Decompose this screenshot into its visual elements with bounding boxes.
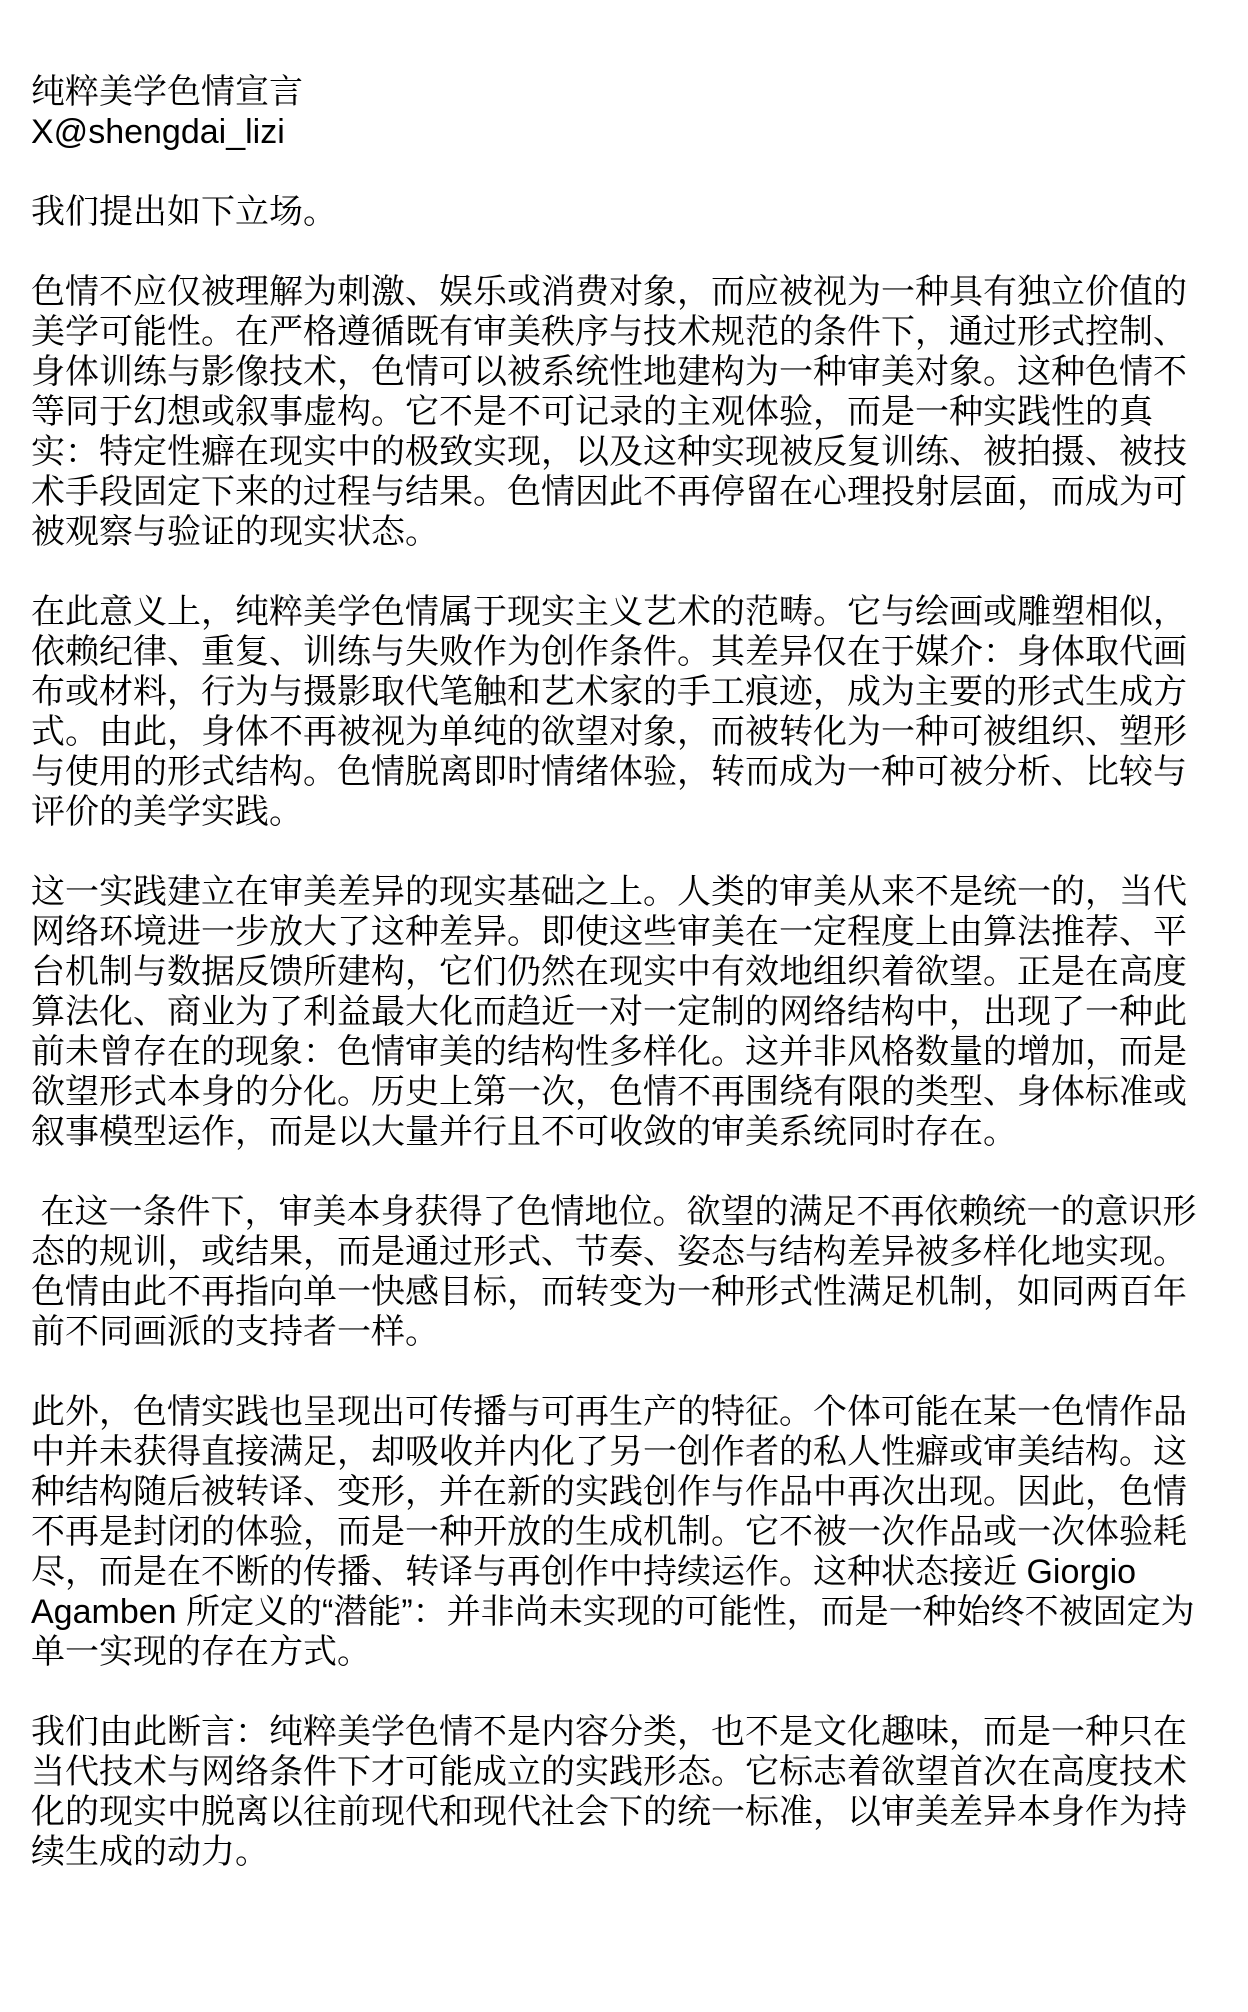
text-line: 术手段固定下来的过程与结果。色情因此不再停留在心理投射层面，而成为可 xyxy=(31,473,1187,511)
text-line: 美学可能性。在严格遵循既有审美秩序与技术规范的条件下，通过形式控制、 xyxy=(31,313,1187,351)
text-line: Agamben 所定义的“潜能”：并非尚未实现的可能性，而是一种始终不被固定为 xyxy=(31,1593,1195,1631)
paragraph xyxy=(31,872,1220,1152)
intro-statement xyxy=(31,192,1220,232)
text-line: 与使用的形式结构。色情脱离即时情绪体验，转而成为一种可被分析、比较与 xyxy=(31,753,1187,791)
text-line: 化的现实中脱离以往前现代和现代社会下的统一标准，以审美差异本身作为持 xyxy=(31,1793,1187,1831)
document-title: 纯粹美学色情宣言 xyxy=(31,73,303,111)
text-line: 色情由此不再指向单一快感目标，而转变为一种形式性满足机制，如同两百年 xyxy=(31,1273,1187,1311)
text-line: 色情不应仅被理解为刺激、娱乐或消费对象，而应被视为一种具有独立价值的 xyxy=(31,273,1187,311)
text-line: 单一实现的存在方式。 xyxy=(31,1633,371,1671)
text-line: 态的规训，或结果，而是通过形式、节奏、姿态与结构差异被多样化地实现。 xyxy=(31,1233,1187,1271)
text-line: 身体训练与影像技术，色情可以被系统性地建构为一种审美对象。这种色情不 xyxy=(31,353,1187,391)
text-line: 不再是封闭的体验，而是一种开放的生成机制。它不被一次作品或一次体验耗 xyxy=(31,1513,1187,1551)
text-line: 中并未获得直接满足，却吸收并内化了另一创作者的私人性癖或审美结构。这 xyxy=(31,1433,1187,1471)
text-line: 实：特定性癖在现实中的极致实现，以及这种实现被反复训练、被拍摄、被技 xyxy=(31,433,1187,471)
text-line: 网络环境进一步放大了这种差异。即使这些审美在一定程度上由算法推荐、平 xyxy=(31,913,1187,951)
text-line: 布或材料，行为与摄影取代笔触和艺术家的手工痕迹，成为主要的形式生成方 xyxy=(31,673,1187,711)
text-line: 尽，而是在不断的传播、转译与再创作中持续运作。这种状态接近 Giorgio xyxy=(31,1553,1137,1591)
text-line: 此外，色情实践也呈现出可传播与可再生产的特征。个体可能在某一色情作品 xyxy=(31,1393,1187,1431)
paragraph xyxy=(31,1712,1220,1872)
text-line: 评价的美学实践。 xyxy=(31,793,303,831)
text-line: 台机制与数据反馈所建构，它们仍然在现实中有效地组织着欲望。正是在高度 xyxy=(31,953,1187,991)
text-line: 在这一条件下，审美本身获得了色情地位。欲望的满足不再依赖统一的意识形 xyxy=(31,1193,1197,1231)
text-line: 依赖纪律、重复、训练与失败作为创作条件。其差异仅在于媒介：身体取代画 xyxy=(31,633,1187,671)
text-line: 前不同画派的支持者一样。 xyxy=(31,1313,439,1351)
text-line: 被观察与验证的现实状态。 xyxy=(31,513,439,551)
text-line: 叙事模型运作，而是以大量并行且不可收敛的审美系统同时存在。 xyxy=(31,1113,1017,1151)
intro-line: 我们提出如下立场。 xyxy=(31,193,337,231)
document-body xyxy=(31,272,1220,1872)
text-line: 式。由此，身体不再被视为单纯的欲望对象，而被转化为一种可被组织、塑形 xyxy=(31,713,1187,751)
paragraph xyxy=(31,592,1220,832)
text-line: 这一实践建立在审美差异的现实基础之上。人类的审美从来不是统一的，当代 xyxy=(31,873,1187,911)
document-header xyxy=(31,72,1220,152)
paragraph xyxy=(31,272,1220,552)
text-line: 前未曾存在的现象：色情审美的结构性多样化。这并非风格数量的增加，而是 xyxy=(31,1033,1187,1071)
paragraph xyxy=(31,1192,1220,1352)
paragraph xyxy=(31,1392,1220,1672)
text-line: 当代技术与网络条件下才可能成立的实践形态。它标志着欲望首次在高度技术 xyxy=(31,1753,1187,1791)
text-line: 欲望形式本身的分化。历史上第一次，色情不再围绕有限的类型、身体标准或 xyxy=(31,1073,1187,1111)
author-handle: X@shengdai_lizi xyxy=(31,113,285,151)
text-line: 算法化、商业为了利益最大化而趋近一对一定制的网络结构中，出现了一种此 xyxy=(31,993,1187,1031)
text-line: 种结构随后被转译、变形，并在新的实践创作与作品中再次出现。因此，色情 xyxy=(31,1473,1187,1511)
text-line: 续生成的动力。 xyxy=(31,1833,269,1871)
text-line: 等同于幻想或叙事虚构。它不是不可记录的主观体验，而是一种实践性的真 xyxy=(31,393,1153,431)
text-line: 我们由此断言：纯粹美学色情不是内容分类，也不是文化趣味，而是一种只在 xyxy=(31,1713,1187,1751)
text-line: 在此意义上，纯粹美学色情属于现实主义艺术的范畴。它与绘画或雕塑相似， xyxy=(31,593,1187,631)
